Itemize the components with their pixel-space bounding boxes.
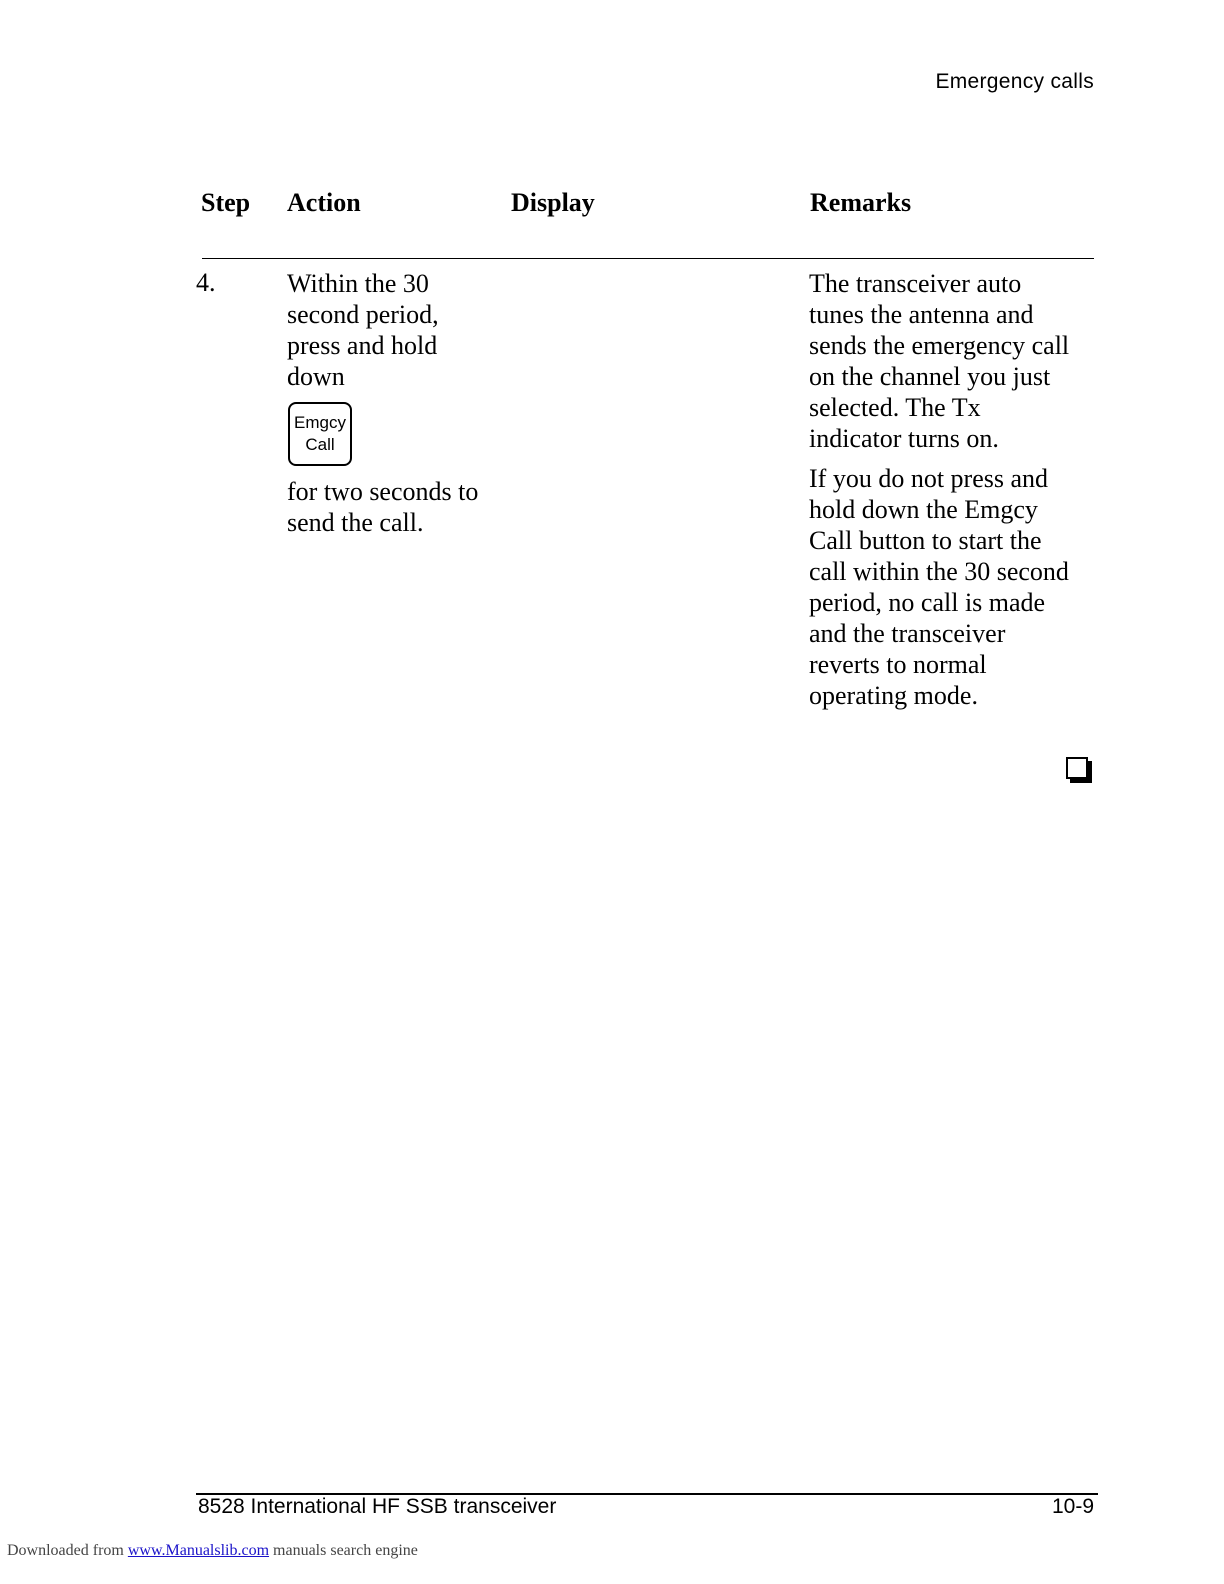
remarks-paragraph (809, 463, 1099, 711)
remarks-line: selected. The Tx (809, 393, 981, 422)
manualslib-link[interactable]: www.Manualslib.com (127, 1542, 270, 1559)
remarks-line: If you do not press and (809, 464, 1049, 493)
action-line: Within the 30 (287, 269, 429, 298)
column-header-step: Step (201, 188, 251, 217)
action-cell (287, 268, 502, 538)
remarks-line: period, no call is made (809, 588, 1046, 617)
column-header-display: Display (511, 188, 595, 217)
footer-title: 8528 International HF SSB transceiver (198, 1495, 557, 1518)
action-line: for two seconds to (287, 477, 479, 506)
action-line: second period, (287, 300, 439, 329)
remarks-line: hold down the Emgcy (809, 495, 1038, 524)
remarks-line: operating mode. (809, 681, 978, 710)
action-line: down (287, 362, 345, 391)
running-head: Emergency calls (935, 70, 1094, 93)
remarks-line: call within the 30 second (809, 557, 1069, 586)
remarks-line: reverts to normal (809, 650, 987, 679)
remarks-line: indicator turns on. (809, 424, 999, 453)
step-number: 4. (196, 268, 216, 297)
remarks-line: sends the emergency call (809, 331, 1070, 360)
column-header-action: Action (287, 188, 361, 217)
header-divider (202, 258, 1094, 259)
column-header-remarks: Remarks (810, 188, 912, 217)
remarks-cell (809, 268, 1099, 711)
remarks-paragraph (809, 268, 1099, 454)
remarks-line: on the channel you just (809, 362, 1051, 391)
remarks-line: The transceiver auto (809, 269, 1022, 298)
emergency-call-key-icon (288, 402, 352, 466)
end-of-section-square-icon (1066, 757, 1088, 779)
source-prefix: Downloaded from (7, 1542, 124, 1559)
remarks-line: tunes the antenna and (809, 300, 1034, 329)
remarks-line: Call button to start the (809, 526, 1042, 555)
source-suffix: manuals search engine (273, 1542, 418, 1559)
source-attribution (7, 1542, 418, 1560)
remarks-line: and the transceiver (809, 619, 1006, 648)
key-label-line1: Emgcy (294, 413, 346, 432)
page-number: 10-9 (1051, 1495, 1094, 1518)
action-line: send the call. (287, 508, 424, 537)
key-label-line2: Call (305, 435, 335, 454)
action-line: press and hold (287, 331, 438, 360)
